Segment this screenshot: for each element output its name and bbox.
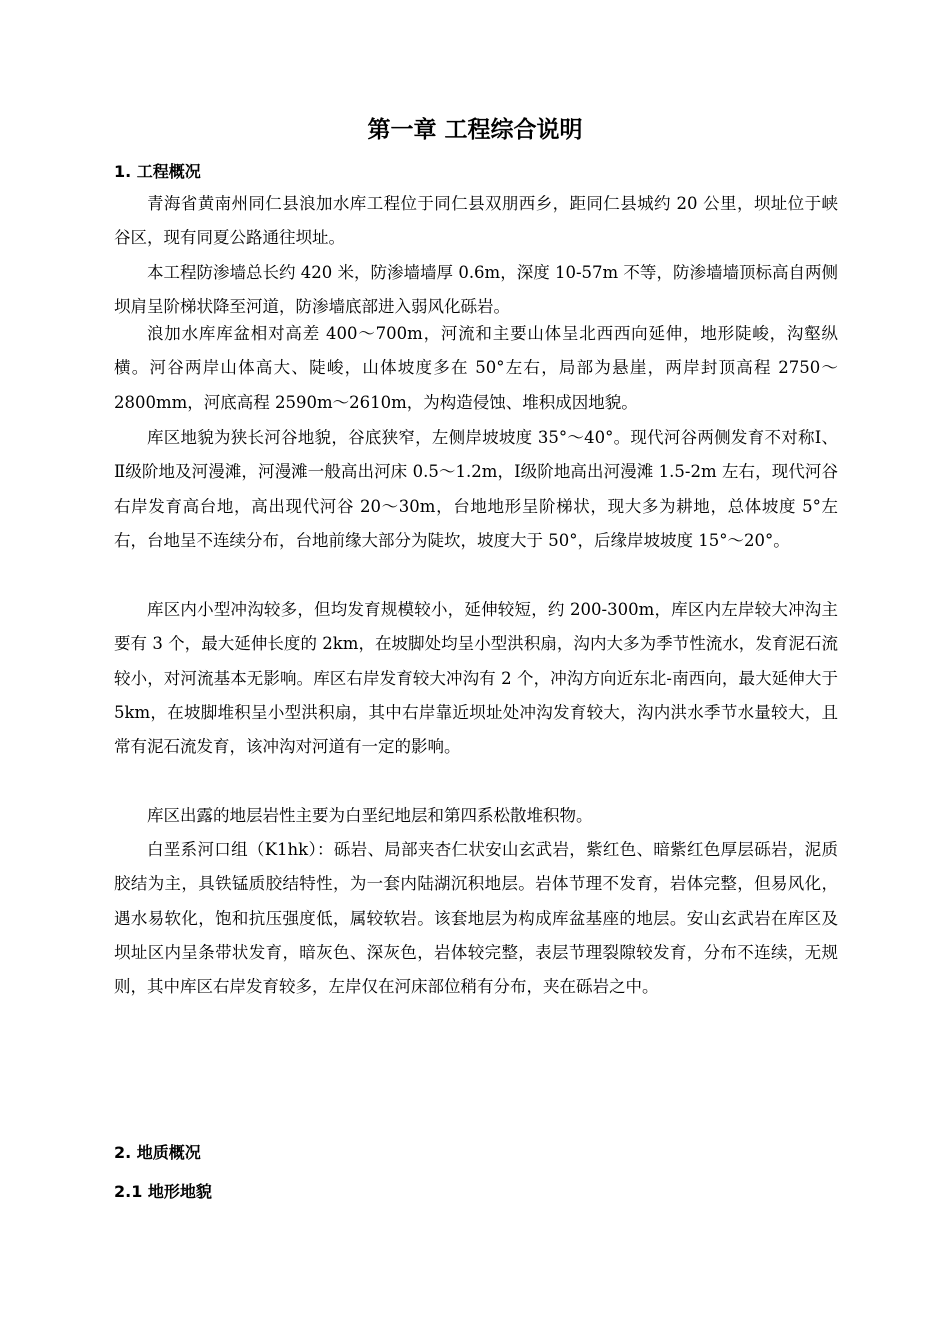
subsection-heading-topography: 2.1 地形地貌 xyxy=(114,1182,212,1201)
chapter-title: 第一章 工程综合说明 xyxy=(367,117,583,143)
section-heading-geology: 2. 地质概况 xyxy=(114,1143,201,1162)
paragraph-cretaceous: 白垩系河口组（K1hk）：砾岩、局部夹杏仁状安山玄武岩，紫红色、暗紫红色厚层砾岩，泥质胶结为主，具铁锰质胶结特性，为一套内陆湖沉积地层。岩体节理不发育，岩体完整，但易风化，遇水易软化，饱和抗压强度低，属较软岩。该套地层为构成库盆基座的地层。安山玄武岩在库区及坝址区内呈条带状发育，暗灰色、深灰色，岩体较完整，表层节理裂隙较发育，分布不连续，无规则，其中库区右岸发育较多，左岸仅在河床部位稍有分布，夹在砾岩之中。 xyxy=(114,840,838,997)
paragraph-cutoff-wall: 本工程防渗墙总长约 420 米，防渗墙墙厚 0.6m，深度 10-57m 不等，防渗墙墙顶标高自两侧坝肩呈阶梯状降至河道，防渗墙底部进入弱风化砾岩。 xyxy=(114,263,838,317)
paragraph-gullies: 库区内小型冲沟较多，但均发育规模较小，延伸较短，约 200-300m，库区内左岸较大冲沟主要有 3 个，最大延伸长度的 2km，在坡脚处均呈小型洪积扇，沟内大多为季节性流水，发育泥石流较小，对河流基本无影响。库区右岸发育较大冲沟有 2 个，冲沟方向近东北-南西向，最大延伸大于 5km，在坡脚堆积呈小型洪积扇，其中右岸靠近坝址处冲沟发育较大，沟内洪水季节水量较大，且常有泥石流发育，该冲沟对河道有一定的影响。 xyxy=(114,600,838,757)
paragraph-location: 青海省黄南州同仁县浪加水库工程位于同仁县双朋西乡，距同仁县城约 20 公里，坝址位于峡谷区，现有同夏公路通往坝址。 xyxy=(114,194,838,248)
paragraph-strata: 库区出露的地层岩性主要为白垩纪地层和第四系松散堆积物。 xyxy=(147,806,593,825)
section-heading-project-overview: 1. 工程概况 xyxy=(114,162,201,181)
paragraph-reservoir-basin: 浪加水库库盆相对高差 400～700m，河流和主要山体呈北西西向延伸，地形陡峻，沟壑纵横。河谷两岸山体高大、陡峻，山体坡度多在 50°左右，局部为悬崖，两岸封顶高程 2750～2800mm，河底高程 2590m～2610m，为构造侵蚀、堆积成因地貌。 xyxy=(114,324,838,412)
paragraph-landform: 库区地貌为狭长河谷地貌，谷底狭窄，左侧岸坡坡度 35°～40°。现代河谷两侧发育不对称Ⅰ、Ⅱ级阶地及河漫滩，河漫滩一般高出河床 0.5～1.2m，Ⅰ级阶地高出河漫滩 1.5-2m 左右，现代河谷右岸发育高台地，高出现代河谷 20～30m，台地地形呈阶梯状，现大多为耕地，总体坡度 5°左右，台地呈不连续分布，台地前缘大部分为陡坎，坡度大于 50°，后缘岸坡坡度 15°～20°。 xyxy=(114,428,838,550)
